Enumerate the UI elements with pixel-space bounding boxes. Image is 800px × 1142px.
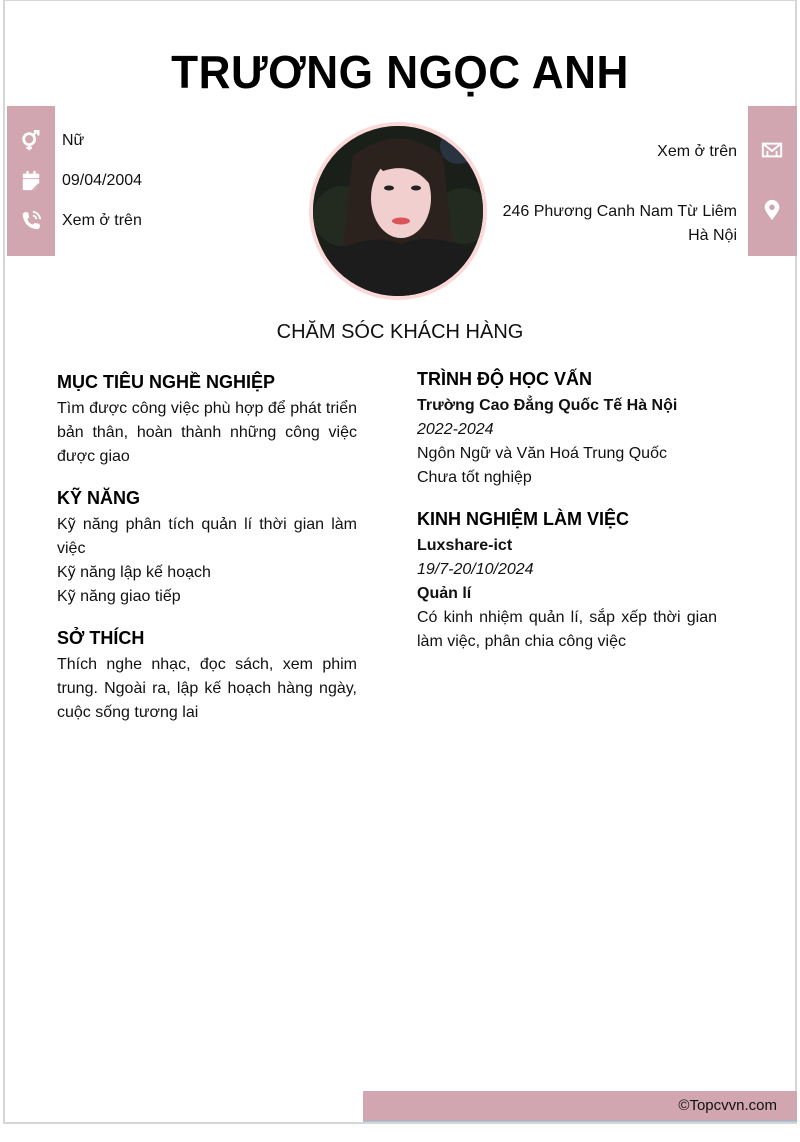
footer-watermark: ©Topcvvn.com bbox=[363, 1091, 797, 1122]
experience-period: 19/7-20/10/2024 bbox=[417, 561, 534, 578]
skills-section bbox=[57, 485, 357, 609]
right-accent-bar bbox=[748, 106, 797, 256]
skill-item: Kỹ năng giao tiếp bbox=[57, 588, 181, 605]
gender-value: Nữ bbox=[62, 132, 85, 149]
left-column bbox=[57, 369, 357, 741]
left-accent-bar bbox=[7, 106, 55, 256]
job-position: Quản lí bbox=[417, 585, 472, 602]
gender-icon bbox=[20, 130, 42, 152]
email-value: Xem ở trên bbox=[657, 143, 737, 160]
profile-photo bbox=[313, 126, 483, 296]
education-major: Ngôn Ngữ và Văn Hoá Trung Quốc bbox=[417, 445, 667, 462]
education-title: TRÌNH ĐỘ HỌC VẤN bbox=[417, 369, 592, 389]
hobbies-text: Thích nghe nhạc, đọc sách, xem phim trung. Ngoài ra, lập kế hoạch hàng ngày, cuộc sống tương lai bbox=[57, 656, 357, 721]
objective-section bbox=[57, 369, 357, 469]
experience-section bbox=[417, 506, 717, 654]
phone-value: Xem ở trên bbox=[62, 212, 142, 229]
experience-description: Có kinh nhiệm quản lí, sắp xếp thời gian làm việc, phân chia công việc bbox=[417, 609, 717, 650]
address-line-1: 246 Phương Canh Nam Từ Liêm bbox=[502, 203, 737, 220]
hobbies-section bbox=[57, 625, 357, 725]
email-icon bbox=[761, 139, 783, 161]
skills-title: KỸ NĂNG bbox=[57, 488, 141, 508]
school-name: Trường Cao Đẳng Quốc Tế Hà Nội bbox=[417, 397, 678, 414]
cv-page bbox=[3, 0, 797, 1124]
education-status: Chưa tốt nghiệp bbox=[417, 469, 532, 486]
address-value bbox=[503, 200, 737, 248]
phone-icon bbox=[20, 210, 42, 232]
skill-item: Kỹ năng lập kế hoạch bbox=[57, 564, 211, 581]
education-section bbox=[417, 366, 717, 490]
location-icon bbox=[761, 199, 783, 221]
company-name: Luxshare-ict bbox=[417, 537, 513, 554]
skill-item: Kỹ năng phân tích quản lí thời gian làm việc bbox=[57, 516, 357, 557]
job-title: CHĂM SÓC KHÁCH HÀNG bbox=[276, 321, 524, 343]
experience-title: KINH NGHIỆM LÀM VIỆC bbox=[417, 509, 630, 529]
education-period: 2022-2024 bbox=[417, 421, 494, 438]
address-line-2: Hà Nội bbox=[688, 227, 737, 244]
birthdate-value: 09/04/2004 bbox=[62, 172, 143, 189]
calendar-icon bbox=[20, 170, 42, 192]
objective-title: MỤC TIÊU NGHỀ NGHIỆP bbox=[57, 372, 276, 392]
avatar bbox=[309, 122, 487, 300]
candidate-name: TRƯƠNG NGỌC ANH bbox=[171, 46, 629, 98]
right-column bbox=[417, 366, 717, 670]
objective-text: Tìm được công việc phù hợp để phát triển bản thân, hoàn thành những công việc được giao bbox=[57, 400, 357, 465]
hobbies-title: SỞ THÍCH bbox=[57, 628, 145, 648]
